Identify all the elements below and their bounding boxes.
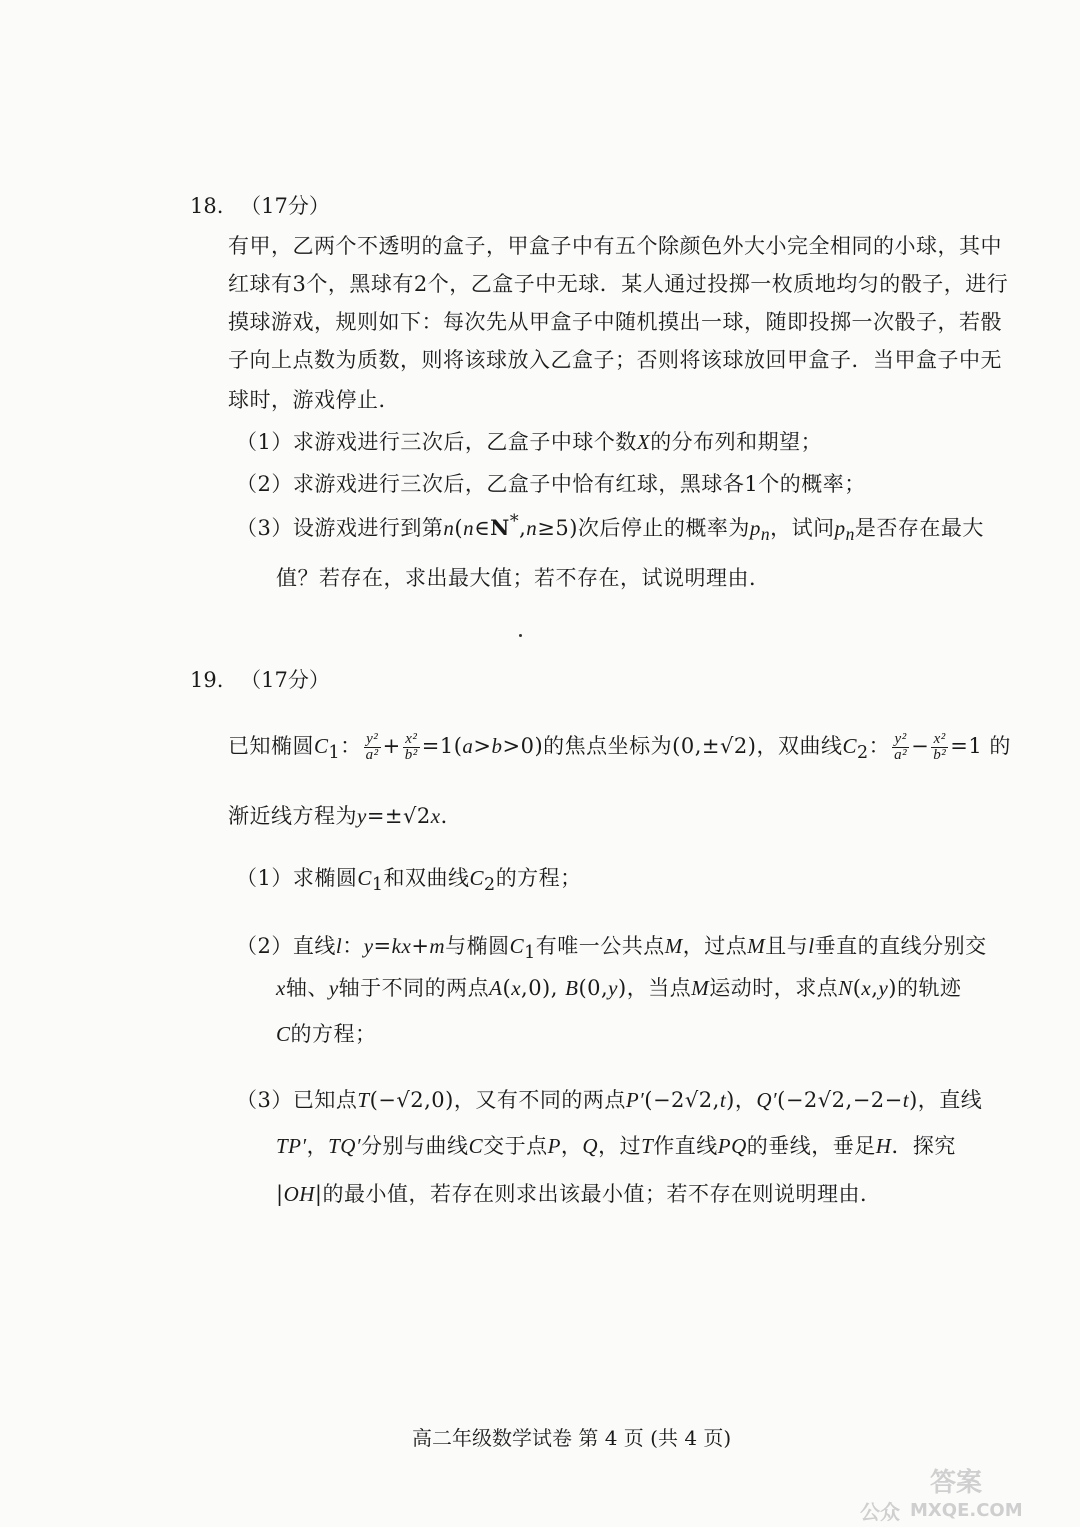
scan-speck: [519, 634, 522, 637]
q19-intro-b: 渐近线方程为y=±√2x．: [228, 804, 463, 828]
q19-points: （17分）: [240, 668, 330, 692]
page-footer: 高二年级数学试卷 第 4 页 (共 4 页): [412, 1426, 732, 1450]
q18-line-3: 摸球游戏，规则如下：每次先从甲盒子中随机摸出一球，随即投掷一次骰子，若骰: [228, 310, 1002, 334]
q18-number: 18.: [190, 194, 224, 218]
q19-sub2-b: x轴、y轴于不同的两点A(x,0), B(0,y)，当点M运动时，求点N(x,y)的轨迹: [276, 976, 962, 1000]
q18-line-1: 有甲，乙两个不透明的盒子，甲盒子中有五个除颜色外大小完全相同的小球，其中: [228, 234, 1002, 258]
q18-sub1: （1）求游戏进行三次后，乙盒子中球个数X的分布列和期望；: [236, 430, 823, 454]
watermark-wechat-text: 公众: [860, 1500, 900, 1524]
watermark-site: MXQE.COM: [910, 1500, 1023, 1521]
q18-line-4: 子向上点数为质数，则将该球放入乙盒子；否则将该球放回甲盒子．当甲盒子中无: [228, 348, 1002, 372]
q18-heading: [190, 190, 330, 220]
q18-points: （17分）: [240, 194, 330, 218]
q18-sub2: （2）求游戏进行三次后，乙盒子中恰有红球，黑球各1个的概率；: [236, 472, 866, 496]
q19-sub3-b: TP′，TQ′分别与曲线C交于点P，Q，过T作直线PQ的垂线，垂足H．探究: [276, 1134, 956, 1158]
watermark-logo: 答案: [930, 1468, 983, 1498]
q19-number: 19.: [190, 668, 224, 692]
q19-sub3-c: |OH|的最小值，若存在则求出该最小值；若不存在则说明理由．: [276, 1182, 882, 1206]
q19-intro-a: 已知椭圆$C_1$： $\frac{\text{y²}}{\text{a²}}$ + $\frac{\text{x²}}{\text{b²}}$ =1(a>b>0)的焦点坐标为(0,±√2)，双曲线$C_2$： $\frac{\text{y²}}{\text{a²}}$ − $\frac{\text{x²}}{\text{b²}}$ =1 的: [228, 731, 1011, 764]
q19-sub1: （1）求椭圆$C_1$和双曲线$C_2$的方程；: [236, 866, 582, 896]
q18-line-5: 球时，游戏停止．: [228, 388, 400, 412]
q19-sub3-a: （3）已知点T(−√2,0)，又有不同的两点P′(−2√2,t)，Q′(−2√2,−2−t)，直线: [236, 1088, 983, 1112]
q18-sub3-a: （3）设游戏进行到第n(n∈N*,n≥5)次后停止的概率为$p_n$，试问$p_n$是否存在最大: [236, 512, 984, 545]
q19-sub2-c: C的方程；: [276, 1022, 377, 1046]
q19-heading: [190, 664, 330, 694]
q18-line-2: 红球有3个，黑球有2个，乙盒子中无球．某人通过投掷一枚质地均匀的骰子，进行: [228, 272, 1009, 296]
q19-sub2-a: （2）直线l：y=kx+m与椭圆$C_1$有唯一公共点M，过点M且与l垂直的直线分别交: [236, 934, 987, 964]
q18-sub3-b: 值？若存在，求出最大值；若不存在，试说明理由．: [276, 566, 771, 590]
